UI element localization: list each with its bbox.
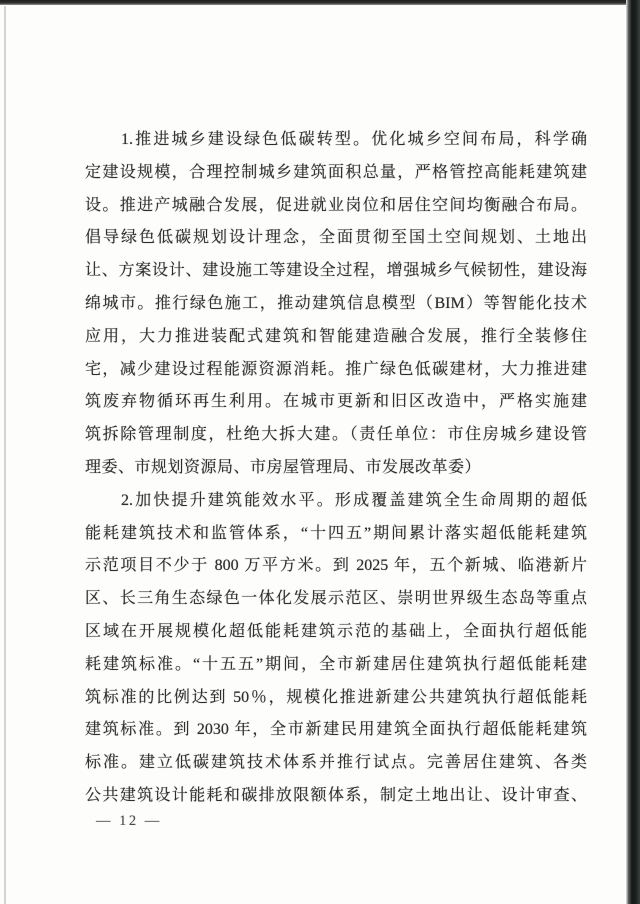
- text-line: 定建设规模，合理控制城乡建筑面积总量，严格管控高能耗建筑建: [85, 163, 587, 181]
- text-line: 2.加快提升建筑能效水平。形成覆盖建筑全生命周期的超低: [121, 491, 587, 509]
- text-line: 筑废弃物循环再生利用。在城市更新和旧区改造中，严格实施建: [85, 393, 587, 411]
- text-line: 倡导绿色低碳规划设计理念，全面贯彻至国土空间规划、土地出: [85, 229, 587, 247]
- paragraph-building-energy-efficiency: [85, 485, 587, 813]
- page-number: — 12 —: [96, 813, 162, 829]
- text-line: 标准。建立低碳建筑技术体系并推行试点。完善居住建筑、各类: [85, 754, 587, 772]
- text-line: 筑标准的比例达到 50％，规模化推进新建公共建筑执行超低能耗: [85, 688, 587, 706]
- document-body: [85, 124, 587, 813]
- text-line: 应用，大力推进装配式建筑和智能建造融合发展，推行全装修住: [85, 327, 587, 345]
- text-line: 公共建筑设计能耗和碳排放限额体系，制定土地出让、设计审查、: [85, 786, 587, 804]
- text-line: 能耗建筑技术和监管体系，“十四五”期间累计落实超低能耗建筑: [85, 524, 587, 542]
- text-line: 建筑标准。到 2030 年，全市新建民用建筑全面执行超低能耗建筑: [85, 721, 587, 739]
- text-line: 设。推进产城融合发展，促进就业岗位和居住空间均衡融合布局。: [85, 196, 587, 214]
- scan-edge-top: [0, 0, 640, 5]
- text-line: 耗建筑标准。“十五五”期间，全市新建居住建筑执行超低能耗建: [85, 655, 587, 673]
- text-line: 区域在开展规模化超低能耗建筑示范的基础上，全面执行超低能: [85, 622, 587, 640]
- text-line: 宅，减少建设过程能源资源消耗。推广绿色低碳建材，大力推进建: [85, 360, 587, 378]
- text-line: 1.推进城乡建设绿色低碳转型。优化城乡空间布局，科学确: [121, 131, 587, 148]
- scan-edge-right: [626, 0, 640, 904]
- text-line: 理委、市规划资源局、市房屋管理局、市发展改革委）: [85, 458, 482, 476]
- text-line: 绵城市。推行绿色施工，推动建筑信息模型（BIM）等智能化技术: [85, 294, 587, 312]
- text-line: 筑拆除管理制度，杜绝大拆大建。（责任单位：市住房城乡建设管: [85, 426, 587, 444]
- text-line: 让、方案设计、建设施工等建设全过程，增强城乡气候韧性，建设海: [85, 262, 587, 280]
- paragraph-urban-green-transition: [85, 124, 587, 485]
- text-line: 示范项目不少于 800 万平方米。到 2025 年，五个新城、临港新片: [85, 557, 587, 575]
- text-line: 区、长三角生态绿色一体化发展示范区、崇明世界级生态岛等重点: [85, 590, 587, 608]
- scan-edge-left: [4, 6, 6, 904]
